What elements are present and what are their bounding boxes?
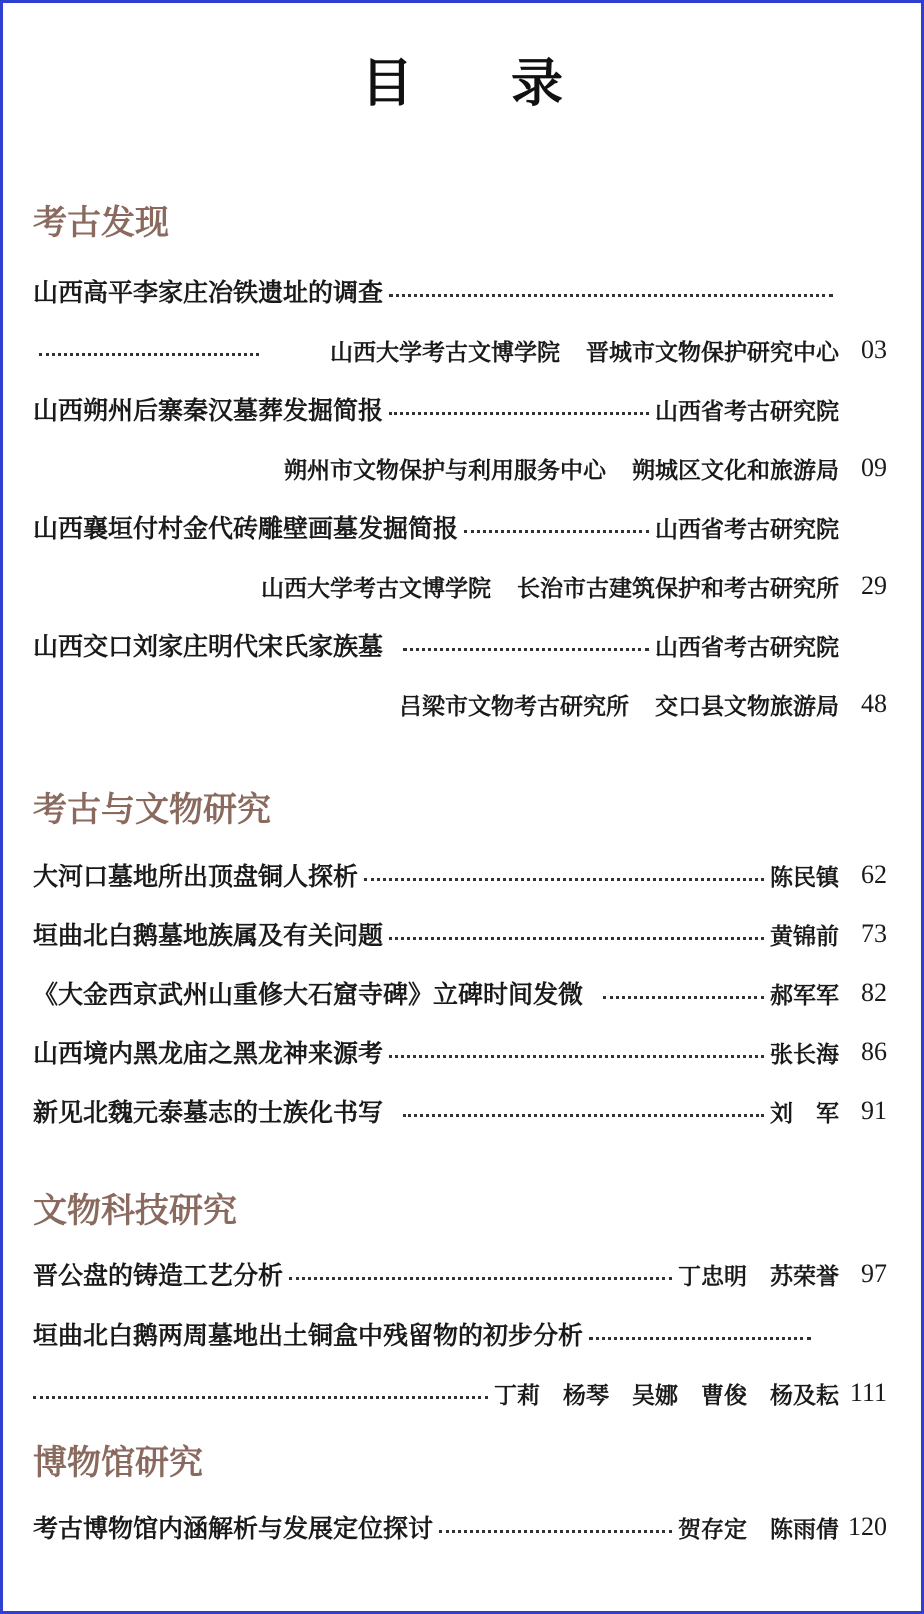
toc-entry-continued (33, 684, 887, 724)
entry-author: 晋城市文物保护研究中心 (586, 339, 839, 366)
toc-entry[interactable] (33, 1254, 887, 1294)
section-heading: 考古发现 (33, 203, 169, 243)
page-title: 目 录 (360, 53, 604, 114)
toc-entry[interactable] (33, 625, 887, 665)
entry-title: 考古博物馆内涵解析与发展定位探讨 (33, 1514, 434, 1543)
entry-author: 朔州市文物保护与利用服务中心 (284, 457, 606, 484)
entry-author: 丁忠明 苏荣誉 (678, 1263, 839, 1290)
page-number: 111 (849, 1378, 887, 1407)
entry-author: 吕梁市文物考古研究所 (399, 693, 629, 720)
entry-author: 张长海 (770, 1041, 839, 1068)
toc-entry[interactable] (33, 1032, 887, 1072)
toc-entry[interactable] (33, 914, 887, 954)
leader-dots (589, 1337, 811, 1340)
page-number: 120 (848, 1512, 887, 1541)
entry-author: 陈民镇 (770, 864, 839, 891)
leader-dots (603, 996, 764, 999)
entry-author: 黄锦前 (770, 923, 839, 950)
entry-author: 交口县文物旅游局 (655, 693, 839, 720)
toc-entry-continued (33, 566, 887, 606)
entry-author: 山西省考古研究院 (655, 634, 839, 661)
leader-dots (439, 1530, 672, 1533)
section-heading: 文物科技研究 (33, 1191, 237, 1231)
toc-entry[interactable] (33, 855, 887, 895)
toc-entry[interactable] (33, 1314, 887, 1354)
entry-title: 晋公盘的铸造工艺分析 (33, 1261, 284, 1290)
leader-dots (289, 1277, 672, 1280)
entry-author: 贺存定 陈雨倩 (678, 1516, 839, 1543)
toc-entry-continued (33, 1373, 887, 1413)
entry-author: 山西大学考古文博学院 (330, 339, 560, 366)
leader-dots (389, 937, 764, 940)
entry-author: 郝军军 (770, 982, 839, 1009)
toc-entry[interactable] (33, 1507, 887, 1547)
leader-dots (403, 648, 649, 651)
toc-entry-continued (33, 448, 887, 488)
entry-author: 丁莉 杨琴 吴娜 曹俊 杨及耘 (494, 1382, 839, 1409)
entry-title: 大河口墓地所出顶盘铜人探析 (33, 862, 359, 891)
entry-title: 《大金西京武州山重修大石窟寺碑》立碑时间发微 (33, 980, 584, 1009)
page-number: 97 (861, 1259, 887, 1288)
entry-title: 山西境内黑龙庙之黑龙神来源考 (33, 1039, 384, 1068)
leader-dots (364, 878, 764, 881)
entry-author: 山西省考古研究院 (655, 516, 839, 543)
toc-entry[interactable] (33, 507, 887, 547)
toc-entry[interactable] (33, 973, 887, 1013)
entry-title: 新见北魏元泰墓志的士族化书写 (33, 1098, 384, 1127)
entry-author: 长治市古建筑保护和考古研究所 (517, 575, 839, 602)
page-number: 48 (861, 689, 887, 718)
leader-dots (403, 1114, 764, 1117)
page-number: 09 (861, 453, 887, 482)
page-number: 82 (861, 978, 887, 1007)
page-number: 91 (861, 1096, 887, 1125)
page-number: 62 (861, 860, 887, 889)
leader-dots (39, 353, 259, 356)
section-heading: 博物馆研究 (33, 1443, 203, 1483)
leader-dots (389, 412, 649, 415)
section-heading: 考古与文物研究 (33, 790, 271, 830)
entry-author: 朔城区文化和旅游局 (632, 457, 839, 484)
page-number: 03 (861, 335, 887, 364)
page-number: 29 (861, 571, 887, 600)
entry-title: 山西襄垣付村金代砖雕壁画墓发掘简报 (33, 514, 459, 543)
toc-entry[interactable] (33, 271, 887, 311)
entry-title: 山西高平李家庄冶铁遗址的调查 (33, 278, 384, 307)
toc-entry[interactable] (33, 1091, 887, 1131)
entry-author: 山西省考古研究院 (655, 398, 839, 425)
entry-title: 山西朔州后寨秦汉墓葬发掘简报 (33, 396, 384, 425)
toc-entry[interactable] (33, 389, 887, 429)
leader-dots (464, 530, 649, 533)
leader-dots (33, 1396, 488, 1399)
page-number: 73 (861, 919, 887, 948)
entry-title: 山西交口刘家庄明代宋氏家族墓 (33, 632, 384, 661)
entry-author: 山西大学考古文博学院 (261, 575, 491, 602)
entry-title: 垣曲北白鹅两周墓地出土铜盒中残留物的初步分析 (33, 1321, 584, 1350)
entry-title: 垣曲北白鹅墓地族属及有关问题 (33, 921, 384, 950)
leader-dots (389, 1055, 764, 1058)
entry-author: 刘 军 (770, 1100, 839, 1127)
toc-entry-continued (33, 330, 887, 370)
leader-dots (389, 294, 833, 297)
page-number: 86 (861, 1037, 887, 1066)
